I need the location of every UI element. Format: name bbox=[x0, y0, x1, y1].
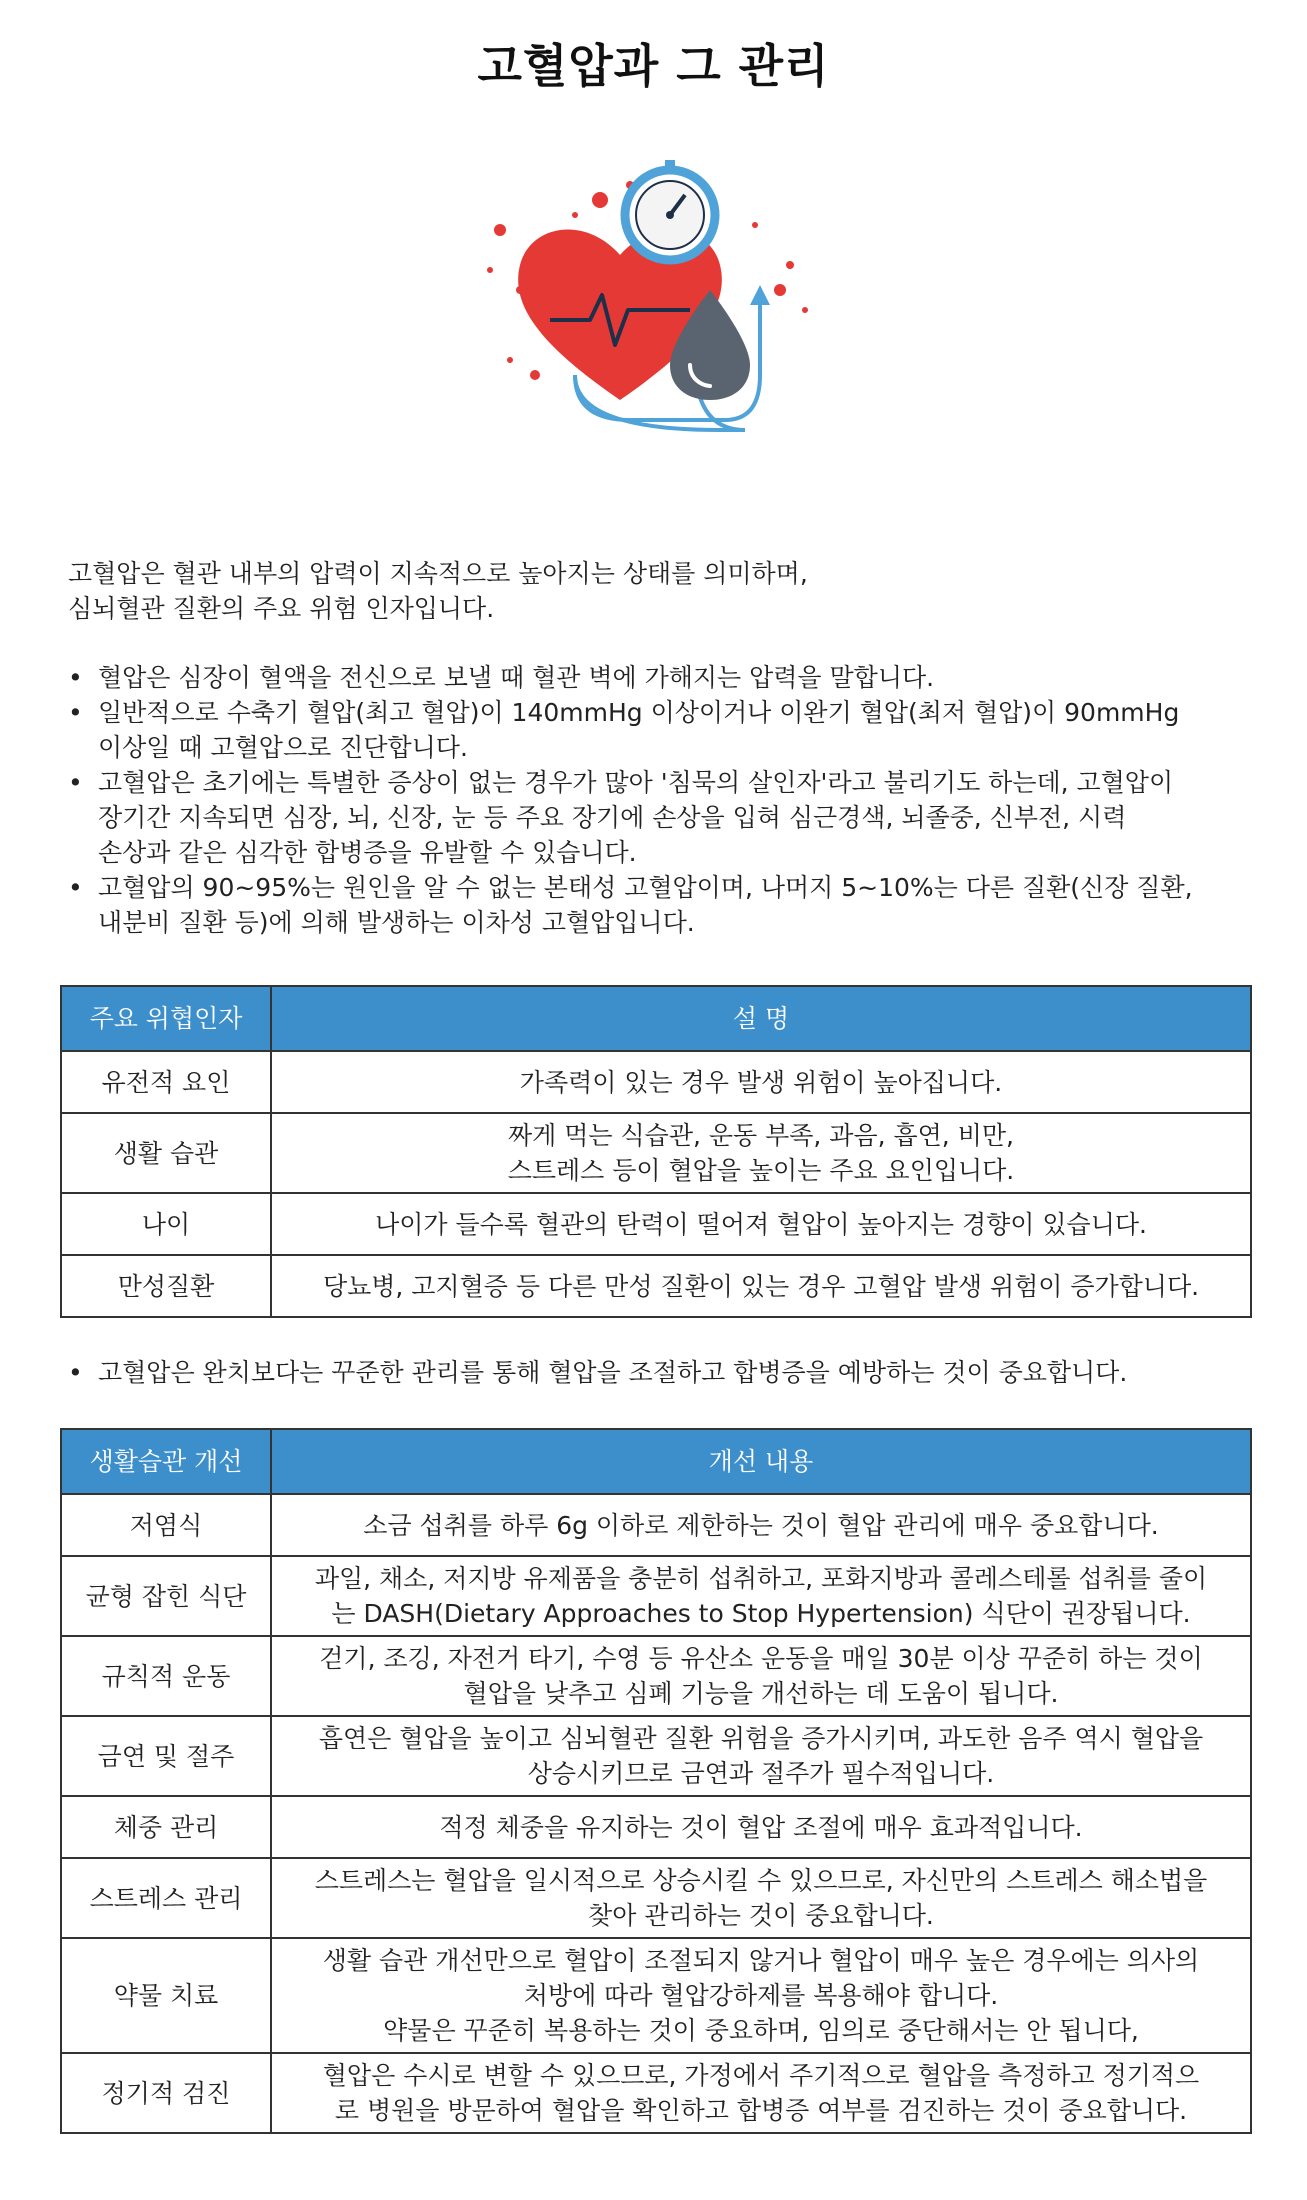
note-list bbox=[68, 1355, 1268, 1390]
column-header: 생활습관 개선 bbox=[61, 1429, 271, 1494]
table-row bbox=[61, 1716, 1251, 1796]
row-key: 나이 bbox=[61, 1193, 271, 1255]
table-row bbox=[61, 1255, 1251, 1317]
row-value bbox=[271, 1051, 1251, 1113]
bullet-line: • 일반적으로 수축기 혈압(최고 혈압)이 140mmHg 이상이거나 이완기 혈압(최저 혈압)이 90mmHg bbox=[98, 698, 1180, 727]
cell-line: 로 병원을 방문하여 혈압을 확인하고 합병증 여부를 검진하는 것이 중요합니다. bbox=[334, 2096, 1188, 2125]
column-header: 주요 위협인자 bbox=[61, 986, 271, 1051]
intro-line: 심뇌혈관 질환의 주요 위험 인자입니다. bbox=[68, 594, 495, 623]
bullet-line: 이상일 때 고혈압으로 진단합니다. bbox=[98, 733, 468, 762]
row-key: 정기적 검진 bbox=[61, 2053, 271, 2133]
row-value bbox=[271, 1636, 1251, 1716]
cell-line: 가족력이 있는 경우 발생 위험이 높아집니다. bbox=[519, 1067, 1003, 1097]
cell-line: 짜게 먹는 식습관, 운동 부족, 과음, 흡연, 비만, bbox=[508, 1121, 1014, 1150]
blood-pressure-gauge-icon bbox=[625, 160, 715, 260]
bullet-item bbox=[68, 870, 1268, 940]
row-value bbox=[271, 1255, 1251, 1317]
cell-line: 흡연은 혈압을 높이고 심뇌혈관 질환 위험을 증가시키며, 과도한 음주 역시 혈압을 bbox=[318, 1724, 1204, 1753]
cell-line: 소금 섭취를 하루 6g 이하로 제한하는 것이 혈압 관리에 매우 중요합니다. bbox=[363, 1510, 1159, 1540]
risk-factor-table bbox=[60, 985, 1252, 1318]
cell-line: 스트레스는 혈압을 일시적으로 상승시킬 수 있으므로, 자신만의 스트레스 해소법을 bbox=[314, 1866, 1208, 1895]
intro-paragraph bbox=[68, 556, 1248, 626]
cell-line: 스트레스 등이 혈압을 높이는 주요 요인입니다. bbox=[507, 1156, 1015, 1185]
row-value bbox=[271, 1494, 1251, 1556]
column-header: 설 명 bbox=[271, 986, 1251, 1051]
row-value bbox=[271, 1556, 1251, 1636]
table-row bbox=[61, 1051, 1251, 1113]
cell-line: 과일, 채소, 저지방 유제품을 충분히 섭취하고, 포화지방과 콜레스테롤 섭취를 줄이 bbox=[314, 1564, 1208, 1593]
row-key: 균형 잡힌 식단 bbox=[61, 1556, 271, 1636]
table-row bbox=[61, 1556, 1251, 1636]
bullet-item bbox=[68, 695, 1268, 765]
row-value bbox=[271, 1796, 1251, 1858]
row-key: 생활 습관 bbox=[61, 1113, 271, 1193]
row-value bbox=[271, 1716, 1251, 1796]
table-header-row bbox=[61, 986, 1251, 1051]
table-row bbox=[61, 1858, 1251, 1938]
cell-line: 처방에 따라 혈압강하제를 복용해야 합니다. bbox=[523, 1981, 999, 2010]
table-row bbox=[61, 1796, 1251, 1858]
bullet-line: 손상과 같은 심각한 합병증을 유발할 수 있습니다. bbox=[98, 838, 637, 867]
table-header-row bbox=[61, 1429, 1251, 1494]
cell-line: 적정 체중을 유지하는 것이 혈압 조절에 매우 효과적입니다. bbox=[439, 1812, 1083, 1842]
table-row bbox=[61, 1113, 1251, 1193]
table-row bbox=[61, 1193, 1251, 1255]
cell-line: 약물은 꾸준히 복용하는 것이 중요하며, 임의로 중단해서는 안 됩니다, bbox=[383, 2016, 1139, 2045]
bullet-list bbox=[68, 660, 1268, 940]
blood-pressure-illustration bbox=[480, 160, 840, 460]
row-value bbox=[271, 1938, 1251, 2053]
row-value bbox=[271, 1858, 1251, 1938]
row-key: 체중 관리 bbox=[61, 1796, 271, 1858]
table-row bbox=[61, 1938, 1251, 2053]
cell-line: 나이가 들수록 혈관의 탄력이 떨어져 혈압이 높아지는 경향이 있습니다. bbox=[375, 1209, 1147, 1239]
cell-line: 는 DASH(Dietary Approaches to Stop Hypertension) 식단이 권장됩니다. bbox=[331, 1599, 1191, 1628]
bullet-line: 내분비 질환 등)에 의해 발생하는 이차성 고혈압입니다. bbox=[98, 908, 695, 937]
cell-line: 찾아 관리하는 것이 중요합니다. bbox=[588, 1901, 934, 1930]
lifestyle-table bbox=[60, 1428, 1252, 2134]
bullet-item bbox=[68, 660, 1268, 695]
row-key: 만성질환 bbox=[61, 1255, 271, 1317]
column-header: 개선 내용 bbox=[271, 1429, 1251, 1494]
page-title: 고혈압과 그 관리 bbox=[477, 39, 830, 93]
row-key: 약물 치료 bbox=[61, 1938, 271, 2053]
cell-line: 생활 습관 개선만으로 혈압이 조절되지 않거나 혈압이 매우 높은 경우에는 의사의 bbox=[322, 1946, 1200, 1975]
cell-line: 걷기, 조깅, 자전거 타기, 수영 등 유산소 운동을 매일 30분 이상 꾸준히 하는 것이 bbox=[319, 1644, 1203, 1673]
cell-line: 혈압은 수시로 변할 수 있으므로, 가정에서 주기적으로 혈압을 측정하고 정기적으 bbox=[322, 2061, 1200, 2090]
row-key: 저염식 bbox=[61, 1494, 271, 1556]
table-row bbox=[61, 1636, 1251, 1716]
table-row bbox=[61, 1494, 1251, 1556]
cell-line: 혈압을 낮추고 심폐 기능을 개선하는 데 도움이 됩니다. bbox=[463, 1679, 1059, 1708]
row-key: 스트레스 관리 bbox=[61, 1858, 271, 1938]
cell-line: 당뇨병, 고지혈증 등 다른 만성 질환이 있는 경우 고혈압 발생 위험이 증가합니다. bbox=[322, 1271, 1200, 1301]
row-value bbox=[271, 1113, 1251, 1193]
table-row bbox=[61, 2053, 1251, 2133]
bullet-line: • 고혈압은 초기에는 특별한 증상이 없는 경우가 많아 '침묵의 살인자'라고 불리기도 하는데, 고혈압이 bbox=[98, 768, 1174, 797]
cell-line: 상승시키므로 금연과 절주가 필수적입니다. bbox=[527, 1759, 995, 1788]
bullet-item bbox=[68, 765, 1268, 870]
note-item: • 고혈압은 완치보다는 꾸준한 관리를 통해 혈압을 조절하고 합병증을 예방하는 것이 중요합니다. bbox=[68, 1355, 1268, 1390]
row-key: 규칙적 운동 bbox=[61, 1636, 271, 1716]
row-key: 유전적 요인 bbox=[61, 1051, 271, 1113]
bullet-line: 장기간 지속되면 심장, 뇌, 신장, 눈 등 주요 장기에 손상을 입혀 심근경색, 뇌졸중, 신부전, 시력 bbox=[98, 803, 1127, 832]
row-value bbox=[271, 2053, 1251, 2133]
bullet-line: • 혈압은 심장이 혈액을 전신으로 보낼 때 혈관 벽에 가해지는 압력을 말합니다. bbox=[98, 663, 935, 692]
row-key: 금연 및 절주 bbox=[61, 1716, 271, 1796]
intro-line: 고혈압은 혈관 내부의 압력이 지속적으로 높아지는 상태를 의미하며, bbox=[68, 559, 808, 588]
bullet-line: • 고혈압의 90~95%는 원인을 알 수 없는 본태성 고혈압이며, 나머지 5~10%는 다른 질환(신장 질환, bbox=[98, 873, 1193, 902]
row-value bbox=[271, 1193, 1251, 1255]
